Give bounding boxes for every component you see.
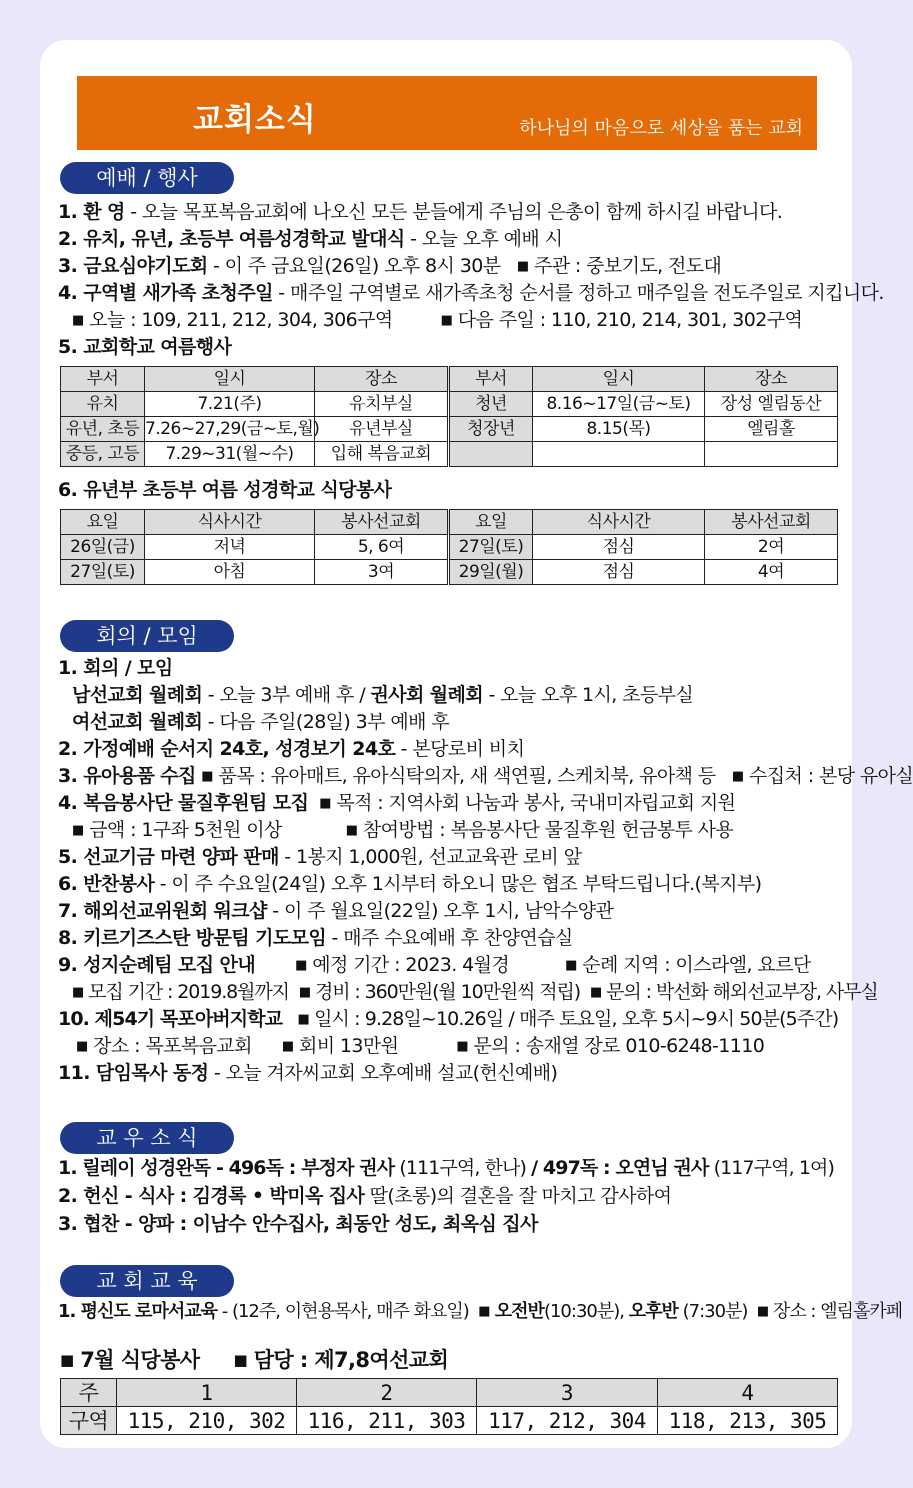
bullet-icon: ■ — [295, 958, 307, 973]
table-cell: 5, 6여 — [315, 535, 449, 560]
meeting-line-8: 5. 선교기금 마련 양파 판매 - 1봉지 1,000원, 선교교육관 로비 앞 — [58, 846, 582, 868]
table-cell: 입해 복음교회 — [315, 442, 449, 467]
table-cell: 2여 — [705, 535, 838, 560]
table-cell: 8.15(목) — [533, 417, 705, 442]
bullet-icon: ■ — [565, 958, 577, 973]
table-row — [61, 1407, 838, 1435]
bullet-icon: ■ — [319, 796, 331, 811]
table-cell: 유치부실 — [315, 392, 449, 417]
table-cell: 아침 — [145, 560, 315, 585]
table-cell: 27일(토) — [61, 560, 145, 585]
table-cell: 3여 — [315, 560, 449, 585]
page-subtitle: 하나님의 마음으로 세상을 품는 교회 — [519, 118, 803, 139]
table-cell: 29일(월) — [449, 560, 533, 585]
education-line-1: 1. 평신도 로마서교육 - (12주, 이현용목사, 매주 화요일) ■ 오전반(10:30분), 오후반 (7:30분) ■ 장소 : 엘림홀카페 — [58, 1301, 903, 1322]
table-cell: 7.21(주) — [145, 392, 315, 417]
table-cell: 봉사선교회 — [705, 510, 838, 535]
meeting-line-2: 남선교회 월례회 - 오늘 3부 예배 후 / 권사회 월례회 - 오늘 오후 1시, 초등부실 — [72, 684, 694, 706]
section-heading-meetings: 회의 / 모임 — [60, 620, 234, 652]
bullet-icon: ■ — [478, 1304, 490, 1319]
table-cell: 일시 — [533, 367, 705, 392]
table-cell: 식사시간 — [533, 510, 705, 535]
table-cell: 청년 — [449, 392, 533, 417]
worship-line-6: 5. 교회학교 여름행사 — [58, 336, 232, 358]
kitchen-duty-table — [60, 1378, 838, 1435]
table-cell: 장성 엘림동산 — [705, 392, 838, 417]
table-cell: 청장년 — [449, 417, 533, 442]
table-cell: 27일(토) — [449, 535, 533, 560]
bullet-icon: ■ — [72, 985, 84, 1000]
table-row — [61, 535, 838, 560]
meeting-line-10: 7. 해외선교위원회 워크샵 - 이 주 월요일(22일) 오후 1시, 남악수양관 — [58, 900, 614, 922]
meeting-line-12: 9. 성지순례팀 모집 안내 ■ 예정 기간 : 2023. 4월경 ■ 순례 지역 : 이스라엘, 요르단 — [58, 954, 811, 976]
table-cell: 엘림홀 — [705, 417, 838, 442]
table-cell: 3 — [477, 1379, 658, 1407]
table-cell: 2 — [297, 1379, 477, 1407]
page-title: 교회소식 — [193, 102, 317, 138]
meeting-line-13: ■ 모집 기간 : 2019.8월까지 ■ 경비 : 360만원(월 10만원씩 적립) ■ 문의 : 박선화 해외선교부장, 사무실 — [72, 981, 878, 1003]
bullet-icon: ■ — [201, 769, 213, 784]
section-heading-worship: 예배 / 행사 — [60, 162, 234, 194]
worship-line-5: ■ 오늘 : 109, 211, 212, 304, 306구역 ■ 다음 주일 : 110, 210, 214, 301, 302구역 — [72, 309, 803, 331]
bullet-icon: ■ — [281, 1039, 294, 1054]
table-cell: 구역 — [61, 1407, 117, 1435]
table-cell: 봉사선교회 — [315, 510, 449, 535]
table-cell: 7.29~31(월~수) — [145, 442, 315, 467]
table-cell: 요일 — [61, 510, 145, 535]
worship-line-2: 2. 유치, 유년, 초등부 여름성경학교 발대식 - 오늘 오후 예배 시 — [58, 228, 563, 250]
table-cell: 유치 — [61, 392, 145, 417]
table-cell: 주 — [61, 1379, 117, 1407]
table-cell: 유년부실 — [315, 417, 449, 442]
meeting-line-15: ■ 장소 : 목포복음교회 ■ 회비 13만원 ■ 문의 : 송재열 장로 010-6248-1110 — [76, 1035, 765, 1057]
bullet-icon: ■ — [756, 1304, 769, 1319]
bullet-icon: ■ — [440, 313, 453, 328]
kitchen-duty-title: ■ 7월 식당봉사 ■ 담당 : 제7,8여선교회 — [60, 1348, 449, 1372]
members-line-1: 1. 릴레이 성경완독 - 496독 : 부정자 권사 (111구역, 한나) / 497독 : 오연님 권사 (117구역, 1여) — [58, 1157, 835, 1179]
members-line-2: 2. 헌신 - 식사 : 김경록 • 박미옥 집사 딸(초롱)의 결혼을 잘 마치고 감사하여 — [58, 1185, 672, 1207]
bullet-icon: ■ — [72, 313, 84, 328]
section-heading-members: 교 우 소 식 — [60, 1122, 234, 1154]
meeting-line-6: 4. 복음봉사단 물질후원팀 모집 ■ 목적 : 지역사회 나눔과 봉사, 국내미자립교회 지원 — [58, 792, 736, 814]
table-cell: 부서 — [449, 367, 533, 392]
bullet-icon: ■ — [590, 985, 602, 1000]
table-cell: 저녁 — [145, 535, 315, 560]
page-header-banner — [77, 76, 817, 150]
table-cell: 1 — [117, 1379, 297, 1407]
meeting-line-14: 10. 제54기 목포아버지학교 ■ 일시 : 9.28일~10.26일 / 매주 토요일, 오후 5시~9시 50분(5주간) — [58, 1008, 839, 1030]
table-cell: 4 — [658, 1379, 838, 1407]
table-cell: 중등, 고등 — [61, 442, 145, 467]
table-row — [61, 417, 838, 442]
table-cell: 일시 — [145, 367, 315, 392]
table-row — [61, 392, 838, 417]
summer-events-table — [60, 366, 838, 467]
table-header-row — [61, 367, 838, 392]
bullet-icon: ■ — [297, 1012, 309, 1027]
table-cell — [533, 442, 705, 467]
table-cell: 8.16~17일(금~토) — [533, 392, 705, 417]
table-cell: 26일(금) — [61, 535, 145, 560]
meeting-line-3: 여선교회 월례회 - 다음 주일(28일) 3부 예배 후 — [72, 711, 450, 733]
table-header-row — [61, 1379, 838, 1407]
worship-line-1: 1. 환 영 - 오늘 목포복음교회에 나오신 모든 분들에게 주님의 은총이 함께 하시길 바랍니다. — [58, 201, 783, 223]
table-cell: 4여 — [705, 560, 838, 585]
bullet-icon: ■ — [76, 1039, 88, 1054]
bullet-icon: ■ — [233, 1351, 248, 1369]
table-row — [61, 560, 838, 585]
table-cell: 식사시간 — [145, 510, 315, 535]
table-cell: 장소 — [315, 367, 449, 392]
meeting-line-16: 11. 담임목사 동정 - 오늘 겨자씨교회 오후예배 설교(헌신예배) — [58, 1062, 558, 1084]
table-cell: 7.26~27,29(금~토,월) — [145, 417, 315, 442]
meeting-line-5: 3. 유아용품 수집 ■ 품목 : 유아매트, 유아식탁의자, 새 색연필, 스케치북, 유아책 등 ■ 수집처 : 본당 유아실 — [58, 765, 913, 787]
members-line-3: 3. 협찬 - 양파 : 이남수 안수집사, 최동안 성도, 최옥심 집사 — [58, 1213, 538, 1235]
table-cell — [449, 442, 533, 467]
meeting-line-4: 2. 가정예배 순서지 24호, 성경보기 24호 - 본당로비 비치 — [58, 738, 525, 760]
table-cell: 유년, 초등 — [61, 417, 145, 442]
meeting-line-11: 8. 키르기즈스탄 방문팀 기도모임 - 매주 수요예배 후 찬양연습실 — [58, 927, 573, 949]
bullet-icon: ■ — [345, 823, 358, 838]
table-cell: 장소 — [705, 367, 838, 392]
meeting-line-1: 1. 회의 / 모임 — [58, 657, 173, 679]
bullet-icon: ■ — [298, 985, 310, 1000]
section-heading-education: 교 회 교 육 — [60, 1265, 234, 1297]
table-cell: 116, 211, 303 — [297, 1407, 477, 1435]
table-cell: 점심 — [533, 535, 705, 560]
bullet-icon: ■ — [731, 769, 744, 784]
kitchen-service-table — [60, 509, 838, 585]
bullet-icon: ■ — [456, 1039, 469, 1054]
bullet-icon: ■ — [72, 823, 84, 838]
table-cell: 115, 210, 302 — [117, 1407, 297, 1435]
table-header-row — [61, 510, 838, 535]
worship-line-3: 3. 금요심야기도회 - 이 주 금요일(26일) 오후 8시 30분 ■ 주관 : 중보기도, 전도대 — [58, 255, 722, 277]
table-cell: 요일 — [449, 510, 533, 535]
worship-line-4: 4. 구역별 새가족 초청주일 - 매주일 구역별로 새가족초청 순서를 정하고 매주일을 전도주일로 지킵니다. — [58, 282, 884, 304]
worship-line-7: 6. 유년부 초등부 여름 성경학교 식당봉사 — [58, 479, 392, 501]
table-cell: 118, 213, 305 — [658, 1407, 838, 1435]
bullet-icon: ■ — [60, 1351, 74, 1369]
bullet-icon: ■ — [516, 259, 529, 274]
table-cell — [705, 442, 838, 467]
meeting-line-9: 6. 반찬봉사 - 이 주 수요일(24일) 오후 1시부터 하오니 많은 협조 부탁드립니다.(복지부) — [58, 873, 762, 895]
table-cell: 117, 212, 304 — [477, 1407, 658, 1435]
meeting-line-7: ■ 금액 : 1구좌 5천원 이상 ■ 참여방법 : 복음봉사단 물질후원 헌금봉투 사용 — [72, 819, 734, 841]
table-cell: 부서 — [61, 367, 145, 392]
table-cell: 점심 — [533, 560, 705, 585]
table-row — [61, 442, 838, 467]
